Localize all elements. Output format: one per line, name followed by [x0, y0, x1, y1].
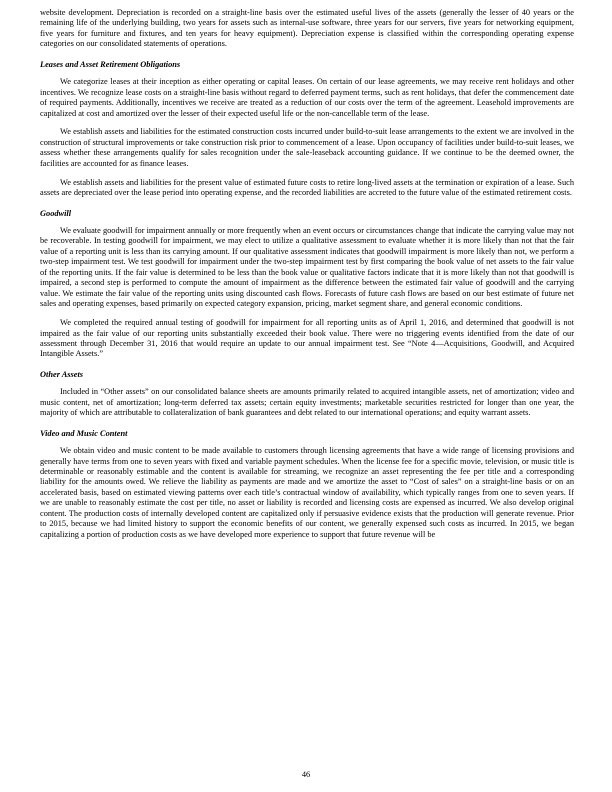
paragraph-other-assets: Included in “Other assets” on our consolidated balance sheets are amounts primarily related to acquired intangible assets, net of amortization; video and music content, net of amortization; long-term deferred tax assets; certain equity investments; marketable securities restricted for longer than one year, the majority of which are attributable to collateralization of bank guarantees and debt related to our international operations; and equity warrant assets. [40, 387, 574, 418]
paragraph-goodwill-2: We completed the required annual testing of goodwill for impairment for all reporting units as of April 1, 2016, and determined that goodwill is not impaired as the fair value of our reporting units substantially exceeded their book value. There were no triggering events identified from the date of our assessment through December 31, 2016 that would require an update to our annual impairment test. See “Note 4—Acquisitions, Goodwill, and Acquired Intangible Assets.” [40, 318, 574, 359]
paragraph-leases-3: We establish assets and liabilities for the present value of estimated future costs to retire long-lived assets at the termination or expiration of a lease. Such assets are depreciated over the lease period into operating expense, and the recorded liabilities are accreted to the future value of the estimated retirement costs. [40, 177, 574, 198]
paragraph-video-music-content: We obtain video and music content to be made available to customers through licensing agreements that have a wide range of licensing provisions and generally have terms from one to seven years with fixed and variable payment schedules. When the license fee for a specific movie, television, or music title is determinable or reasonably estimable and the content is available for streaming, we recognize an asset representing the fee per title and a corresponding liability for the amounts owed. We relieve the liability as payments are made and we amortize the asset to “Cost of sales” on a straight-line basis or on an accelerated basis, based on estimated viewing patterns over each title’s contractual window of availability, which typically ranges from one to seven years. If we are unable to reasonably estimate the cost per title, no asset or liability is recorded and licensing costs are expensed as incurred. We also develop original content. The production costs of internally developed content are capitalized only if persuasive evidence exists that the production will generate revenue. Prior to 2015, because we had limited history to support the economic benefits of our content, we generally expensed such costs as incurred. In 2015, we began capitalizing a portion of production costs as we have developed more experience to support that future revenue will be [40, 446, 574, 539]
paragraph-goodwill-1: We evaluate goodwill for impairment annually or more frequently when an event occurs or circumstances change that indicate the carrying value may not be recoverable. In testing goodwill for impairment, we may elect to utilize a qualitative assessment to evaluate whether it is more likely than not that the fair value of a reporting unit is less than its carrying amount. If our qualitative assessment indicates that goodwill impairment is more likely than not, we perform a two-step impairment test. We test goodwill for impairment under the two-step impairment test by first comparing the book value of net assets to the fair value of the reporting units. If the fair value is determined to be less than the book value or qualitative factors indicate that it is more likely than not that goodwill is impaired, a second step is performed to compute the amount of impairment as the difference between the estimated fair value of goodwill and the carrying value. We estimate the fair value of the reporting units using discounted cash flows. Forecasts of future cash flows are based on our best estimate of future net sales and operating expenses, based primarily on expected category expansion, pricing, market segment share, and general economic conditions. [40, 226, 574, 309]
heading-other-assets: Other Assets [40, 369, 84, 379]
paragraph-depreciation-continued: website development. Depreciation is recorded on a straight-line basis over the estimated useful lives of the assets (generally the lesser of 40 years or the remaining life of the underlying building, two years for assets such as internal-use software, three years for our servers, five years for networking equipment, five years for furniture and fixtures, and ten years for heavy equipment). Depreciation expense is classified within the corresponding operating expense categories on our consolidated statements of operations. [40, 8, 574, 49]
page-number: 46 [301, 770, 311, 779]
heading-video-music-content: Video and Music Content [40, 428, 128, 438]
heading-leases: Leases and Asset Retirement Obligations [40, 59, 181, 69]
paragraph-leases-1: We categorize leases at their inception as either operating or capital leases. On certain of our lease agreements, we may receive rent holidays and other incentives. We recognize lease costs on a straight-line basis without regard to deferred payment terms, such as rent holidays, that defer the commencement date of required payments. Additionally, incentives we receive are treated as a reduction of our costs over the term of the agreement. Leasehold improvements are capitalized at cost and amortized over the lesser of their expected useful life or the non-cancellable term of the lease. [40, 77, 574, 118]
page-content [40, 8, 574, 549]
paragraph-leases-2: We establish assets and liabilities for the estimated construction costs incurred under build-to-suit lease arrangements to the extent we are involved in the construction of structural improvements or take construction risk prior to commencement of a lease. Upon occupancy of facilities under build-to-suit leases, we assess whether these arrangements qualify for sales recognition under the sale-leaseback accounting guidance. If we continue to be the deemed owner, the facilities are accounted for as finance leases. [40, 127, 574, 168]
heading-goodwill: Goodwill [40, 208, 72, 218]
